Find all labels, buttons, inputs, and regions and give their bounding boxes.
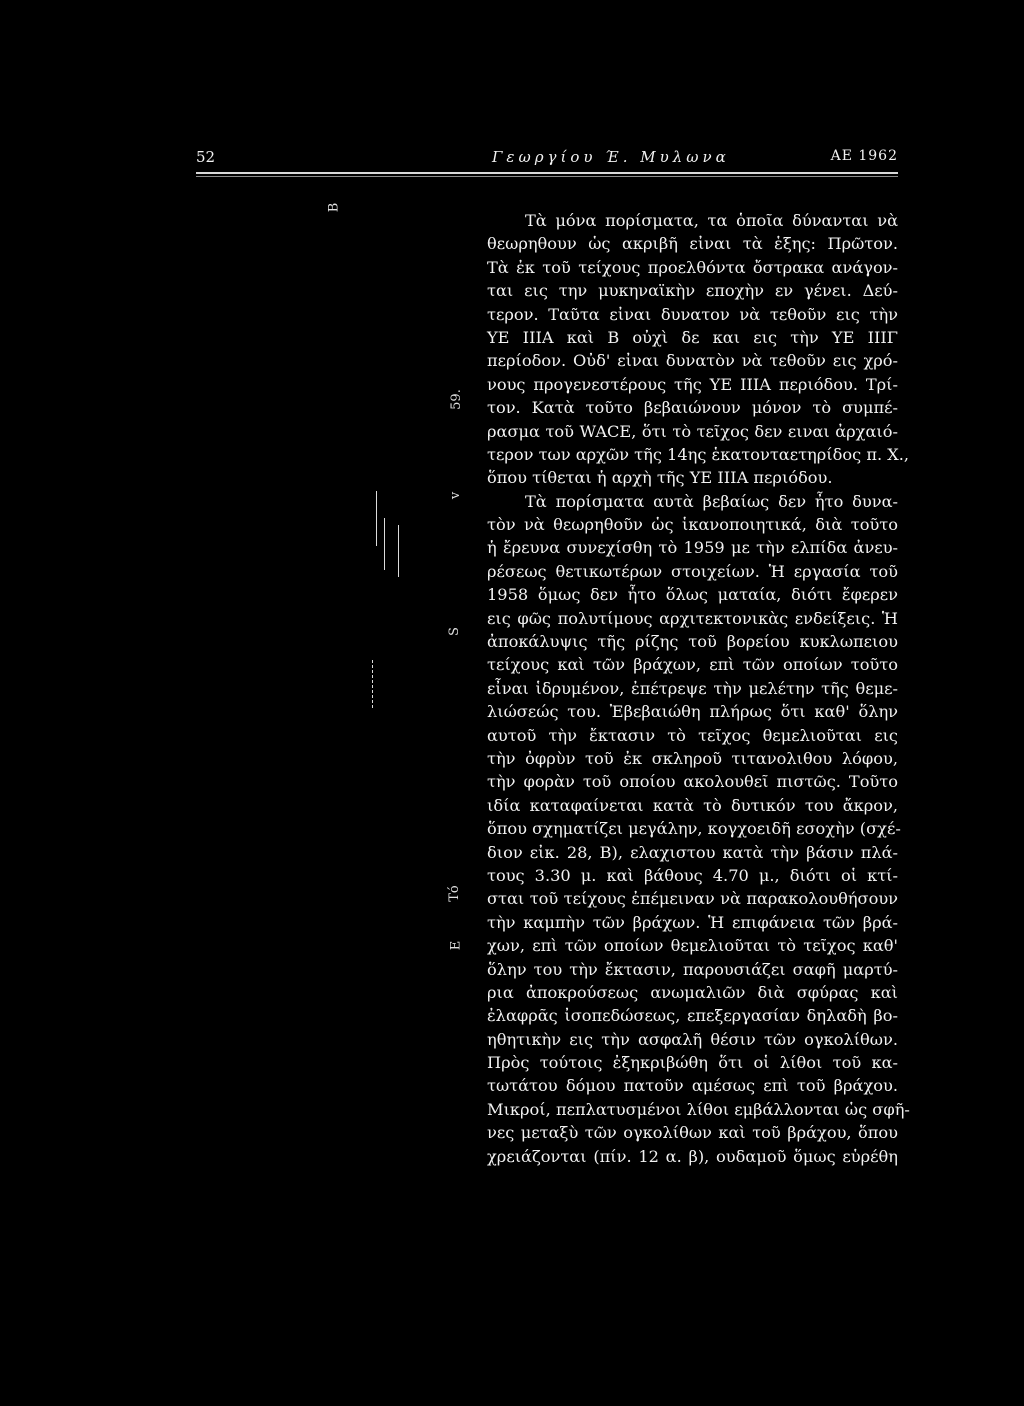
text-line: τωτάτου δόμου πατοῦν αμέσως επὶ τοῦ βράχου. xyxy=(487,1076,898,1096)
text-line: τερον. Ταῦτα εἰναι δυνατον νὰ τεθοῦν εις τὴν xyxy=(487,304,898,324)
text-line: ται εις την μυκηναϊκὴν εποχὴν εν γένει. Δεύ- xyxy=(487,281,898,301)
text-line: διον εἰκ. 28, Β), ελαχιστου κατὰ τὴν βάσιν πλά- xyxy=(487,842,898,862)
header-rule xyxy=(196,172,898,174)
margin-mark-e: E xyxy=(448,940,464,951)
text-line: ἐλαφρᾶς ἰσοπεδώσεως, επεξεργασίαν δηλαδὴ βο- xyxy=(487,1006,898,1026)
text-line: περίοδον. Οὐδ' εἰναι δυνατὸν νὰ τεθοῦν εις χρό- xyxy=(487,351,898,371)
journal-reference: ΑΕ 1962 xyxy=(830,148,898,164)
text-line: λιώσεώς του. Ἐβεβαιώθη πλήρως ὅτι καθ' ὅλην xyxy=(487,702,898,722)
running-title: Γεωργίου Έ. Μυλωνα xyxy=(492,148,730,166)
margin-dashed-line xyxy=(372,660,374,708)
text-line: Τὰ ἐκ τοῦ τείχους προελθόντα ὄστρακα ανάγον- xyxy=(487,257,898,277)
text-line: ιδία καταφαίνεται κατὰ τὸ δυτικόν του ἄκρον, xyxy=(487,795,898,815)
text-line: εἶναι ἱδρυμένον, ἐπέτρεψε τὴν μελέτην τῆς θεμε- xyxy=(487,678,898,698)
margin-mark-v: v xyxy=(448,491,464,500)
text-line: χων, επὶ τῶν οποίων θεμελιοῦται τὸ τεῖχος καθ' xyxy=(487,936,898,956)
margin-mark-s: S xyxy=(446,627,462,636)
text-line: ἀποκάλυψις τῆς ρίζης τοῦ βορείου κυκλωπειου xyxy=(487,632,898,652)
text-line: αυτοῦ τὴν ἔκτασιν τὸ τεῖχος θεμελιοῦται εις xyxy=(487,725,898,745)
text-line: Τὰ πορίσματα αυτὰ βεβαίως δεν ἦτο δυνα- xyxy=(525,491,898,511)
text-line: τὸν νὰ θεωρηθοῦν ὡς ἱκανοποιητικά, διὰ τοῦτο xyxy=(487,515,898,535)
page-header xyxy=(196,148,898,174)
page-number: 52 xyxy=(196,148,216,166)
margin-mark-59: 59. xyxy=(448,389,464,410)
text-line: χρειάζονται (πίν. 12 α. β), ουδαμοῦ ὅμως εὑρέθη xyxy=(487,1146,898,1166)
text-line: σται τοῦ τείχους ἐπέμειναν νὰ παρακολουθήσουν xyxy=(487,889,898,909)
text-line: τείχους καὶ τῶν βράχων, επὶ τῶν οποίων τοῦτο xyxy=(487,655,898,675)
margin-line xyxy=(376,491,377,546)
text-line: τον. Κατὰ τοῦτο βεβαιώνουν μόνον τὸ συμπέ- xyxy=(487,398,898,418)
text-line: εις φῶς πολυτίμους αρχιτεκτονικὰς ενδείξεις. Ἡ xyxy=(487,608,898,628)
text-line: τερον των αρχῶν τῆς 14ης ἑκατονταετηρίδος π. Χ., xyxy=(487,444,910,464)
margin-mark-b: B xyxy=(326,202,342,213)
text-line: ρασμα τοῦ WACE, ὅτι τὸ τεῖχος δεν ειναι ἀρχαιό- xyxy=(487,421,898,441)
text-line: Πρὸς τούτοις ἐξηκριβώθη ὅτι οἱ λίθοι τοῦ κα- xyxy=(487,1053,898,1073)
text-line: ὅπου τίθεται ἡ αρχὴ τῆς ΥΕ ΙΙΙΑ περιόδου. xyxy=(487,468,833,488)
text-line: ΥΕ ΙΙΙΑ καὶ Β οὐχὶ δε και εις τὴν ΥΕ ΙΙΙΓ xyxy=(487,327,898,347)
text-line: ἡ ἔρευνα συνεχίσθη τὸ 1959 με τὴν ελπίδα ἀνευ- xyxy=(487,538,898,558)
text-line: ὅπου σχηματίζει μεγάλην, κογχοειδῆ εσοχὴν (σχέ- xyxy=(487,819,901,839)
margin-line xyxy=(384,518,385,570)
text-line: τὴν καμπὴν τῶν βράχων. Ἡ επιφάνεια τῶν βρά- xyxy=(487,912,898,932)
margin-line xyxy=(398,525,399,577)
text-line: ηθητικὴν εις τὴν ασφαλῆ θέσιν τῶν ογκολίθων. xyxy=(487,1029,898,1049)
text-line: ρια ἀποκρούσεως ανωμαλιῶν διὰ σφύρας καὶ xyxy=(487,982,898,1002)
text-line: τους 3.30 μ. καὶ βάθους 4.70 μ., διότι οἱ κτί- xyxy=(487,865,898,885)
body-text xyxy=(487,209,910,1168)
text-line: ρέσεως θετικωτέρων στοιχείων. Ἡ εργασία τοῦ xyxy=(487,561,898,581)
text-line: 1958 ὅμως δεν ἦτο ὅλως ματαία, διότι ἔφερεν xyxy=(487,585,898,605)
text-line: νες μεταξὺ τῶν ογκολίθων καὶ τοῦ βράχου, ὅπου xyxy=(487,1123,898,1143)
text-line: τὴν ὀφρὺν τοῦ ἐκ σκληροῦ τιτανολιθου λόφου, xyxy=(487,748,898,768)
header-rule-thin xyxy=(196,176,898,177)
text-line: Μικροί, πεπλατυσμένοι λίθοι εμβάλλονται ὡς σφῆ- xyxy=(487,1099,910,1119)
text-line: ὅλην του τὴν ἔκτασιν, παρουσιάζει σαφῆ μαρτύ- xyxy=(487,959,898,979)
margin-mark-to: Τό xyxy=(446,885,462,902)
text-line: νους προγενεστέρους τῆς ΥΕ ΙΙΙΑ περιόδου. Τρί- xyxy=(487,374,898,394)
text-line: τὴν φορὰν τοῦ οποίου ακολουθεῖ πιστῶς. Τοῦτο xyxy=(487,772,898,792)
text-line: Τὰ μόνα πορίσματα, τα ὁποῖα δύνανται νὰ xyxy=(525,211,898,230)
text-line: θεωρηθουν ὡς ακριβῆ εἰναι τὰ ἑξης: Πρῶτον. xyxy=(487,234,898,254)
